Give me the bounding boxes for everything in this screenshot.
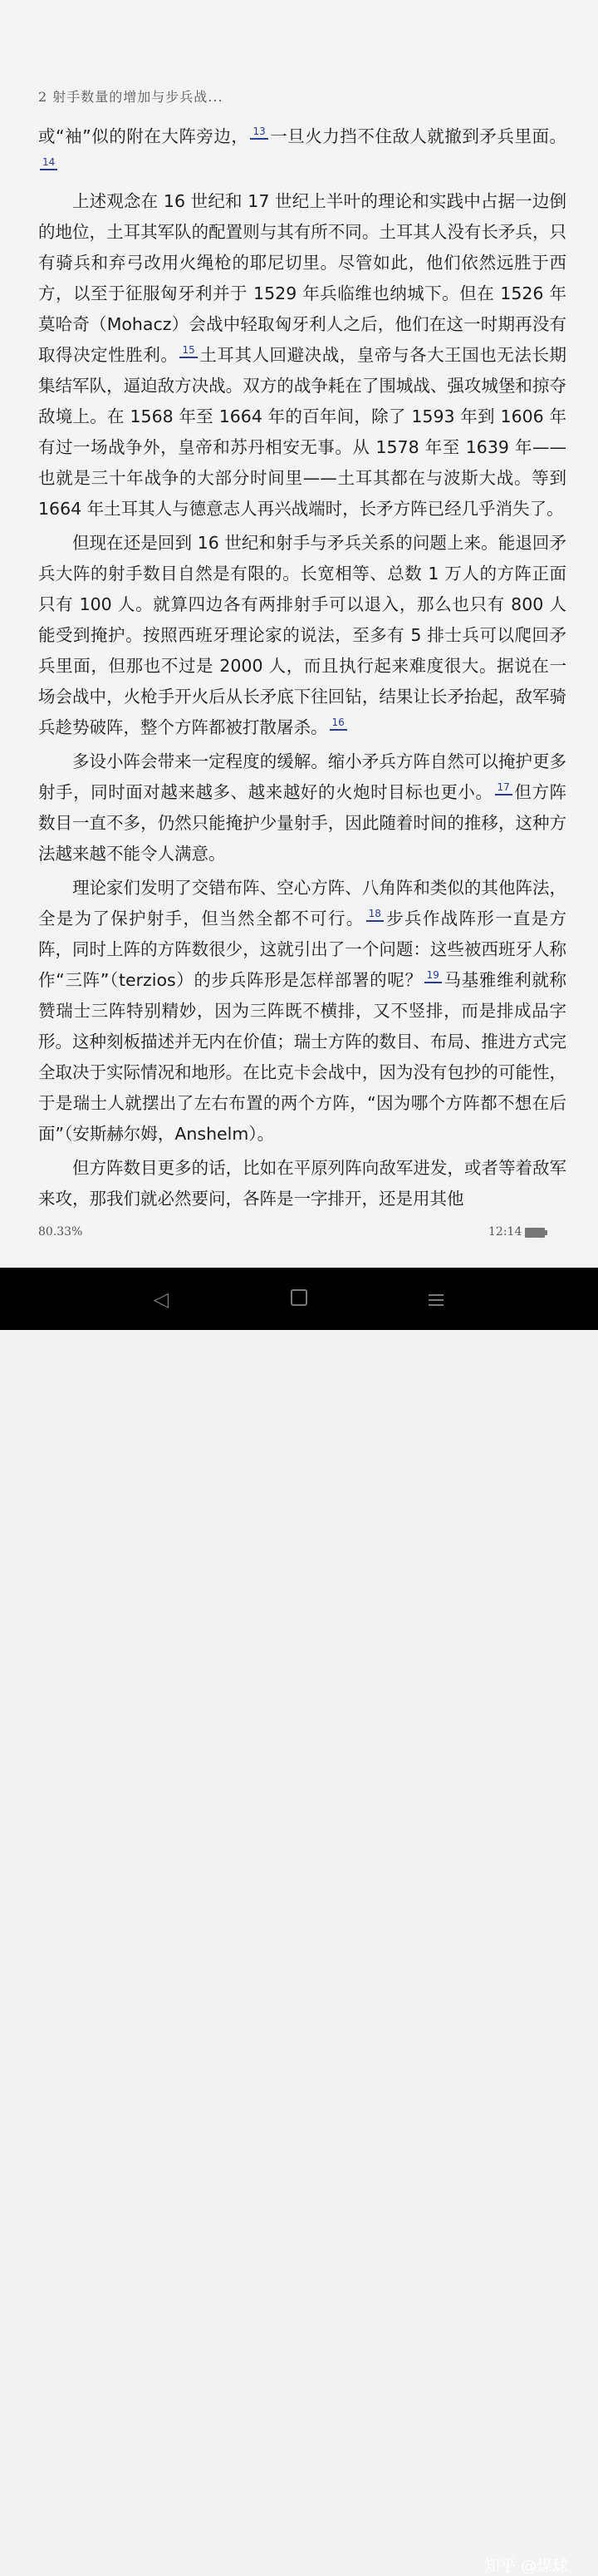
text-segment: 土耳其人回避决战，皇帝与各大王国也无法长期集结军队，逼迫敌方决战。双方的战争耗在了围城战、强攻城堡和掠夺敌境上。在 1568 年至 1664 年的百年间，除了 1593 年到 1606 年有过一场战争外，皇帝和苏丹相安无事。从 1578 年至 1639 年——也就是三十年战争的大部分时间里——土耳其都在与波斯大战。等到 1664 年土耳其人与德意志人再兴战端时，长矛方阵已经几乎消失了。 bbox=[38, 345, 567, 519]
footnote-link[interactable]: 16 bbox=[330, 717, 347, 731]
menu-bars bbox=[429, 1291, 444, 1309]
menu-icon[interactable] bbox=[419, 1283, 453, 1316]
text-segment: 马基雅维利就称赞瑞士三阵特别精妙，因为三阵既不横排，又不竖排，而是排成品字形。这种刻板描述并无内在价值；瑞士方阵的数目、布局、推进方式完全取决于实际情况和地形。在比克卡会战中，因为没有包抄的可能性，于是瑞士人就摆出了左右布置的两个方阵，“因为哪个方阵都不想在后面”（安斯赫尔姆，Anshelm）。 bbox=[38, 970, 567, 1144]
footnote-link[interactable]: 14 bbox=[40, 157, 57, 170]
chapter-title: 2 射手数量的增加与步兵战... bbox=[38, 89, 223, 105]
system-nav-bar bbox=[0, 1268, 598, 2575]
book-text bbox=[38, 121, 566, 1214]
text-segment: 但方阵数目更多的话，比如在平原列阵向敌军进发，或者等着敌军来攻，那我们就必然要问，各阵是一字排开，还是用其他 bbox=[38, 1158, 566, 1209]
watermark: 知乎 @煤球 bbox=[484, 2557, 569, 2575]
reading-progress: 80.33% bbox=[38, 1225, 83, 1239]
text-segment: 理论家们发明了交错布阵、空心方阵、八角阵和类似的其他阵法，全是为了保护射手，但当然全都不可行。 bbox=[38, 878, 566, 928]
footnote-link[interactable]: 13 bbox=[250, 126, 267, 140]
clock: 12:14 bbox=[488, 1225, 522, 1239]
home-square bbox=[291, 1289, 307, 1306]
home-icon[interactable] bbox=[282, 1283, 316, 1316]
back-icon[interactable] bbox=[145, 1283, 178, 1316]
back-glyph: ◁ bbox=[153, 1288, 169, 1311]
text-segment: 上述观念在 16 世纪和 17 世纪上半叶的理论和实践中占据一边倒的地位，土耳其军队的配置则与其有所不同。土耳其人没有长矛兵，只有骑兵和弃弓改用火绳枪的耶尼切里。尽管如此，他们依然远胜于西方，以至于征服匈牙利并于 1529 年兵临维也纳城下。但在 1526 年莫哈奇（Mohacz）会战中轻取匈牙利人之后，他们在这一时期再没有取得决定性胜利。 bbox=[38, 191, 566, 365]
paragraph bbox=[38, 746, 566, 869]
text-segment: 多设小阵会带来一定程度的缓解。缩小矛兵方阵自然可以掩护更多射手，同时面对越来越多、越来越好的火炮时目标也更小。 bbox=[38, 751, 566, 802]
reader-page[interactable] bbox=[0, 0, 598, 1268]
battery-icon bbox=[525, 1228, 545, 1238]
text-segment: 但现在还是回到 16 世纪和射手与矛兵关系的问题上来。能退回矛兵大阵的射手数目自然是有限的。长宽相等、总数 1 万人的方阵正面只有 100 人。就算四边各有两排射手可以退入，那么也只有 800 人能受到掩护。按照西班牙理论家的说法，至多有 5 排士兵可以爬回矛兵里面，但那也不过是 2000 人，而且执行起来难度很大。据说在一场会战中，火枪手开火后从长矛底下往回钻，结果让长矛抬起，敌军骑兵趁势破阵，整个方阵都被打散屠杀。 bbox=[38, 533, 566, 737]
footnote-link[interactable]: 18 bbox=[366, 909, 384, 922]
text-segment: 或“袖”似的附在大阵旁边， bbox=[38, 126, 249, 146]
footnote-link[interactable]: 19 bbox=[424, 970, 442, 983]
paragraph bbox=[38, 873, 566, 1150]
footnote-link[interactable]: 17 bbox=[495, 782, 512, 795]
text-segment: 但方阵数目一直不多，仍然只能掩护少量射手，因此随着时间的推移，这种方法越来越不能令人满意。 bbox=[38, 782, 567, 864]
text-segment: 一旦火力挡不住敌人就撤到矛兵里面。 bbox=[269, 126, 566, 146]
paragraph bbox=[38, 121, 566, 183]
footnote-link[interactable]: 15 bbox=[179, 345, 197, 358]
text-segment: 步兵作战阵形一直是方阵，同时上阵的方阵数很少，这就引出了一个问题：这些被西班牙人称作“三阵”（terzios）的步兵阵形是怎样部署的呢？ bbox=[38, 909, 567, 990]
paragraph bbox=[38, 186, 566, 525]
paragraph bbox=[38, 1153, 566, 1214]
paragraph bbox=[38, 528, 566, 743]
